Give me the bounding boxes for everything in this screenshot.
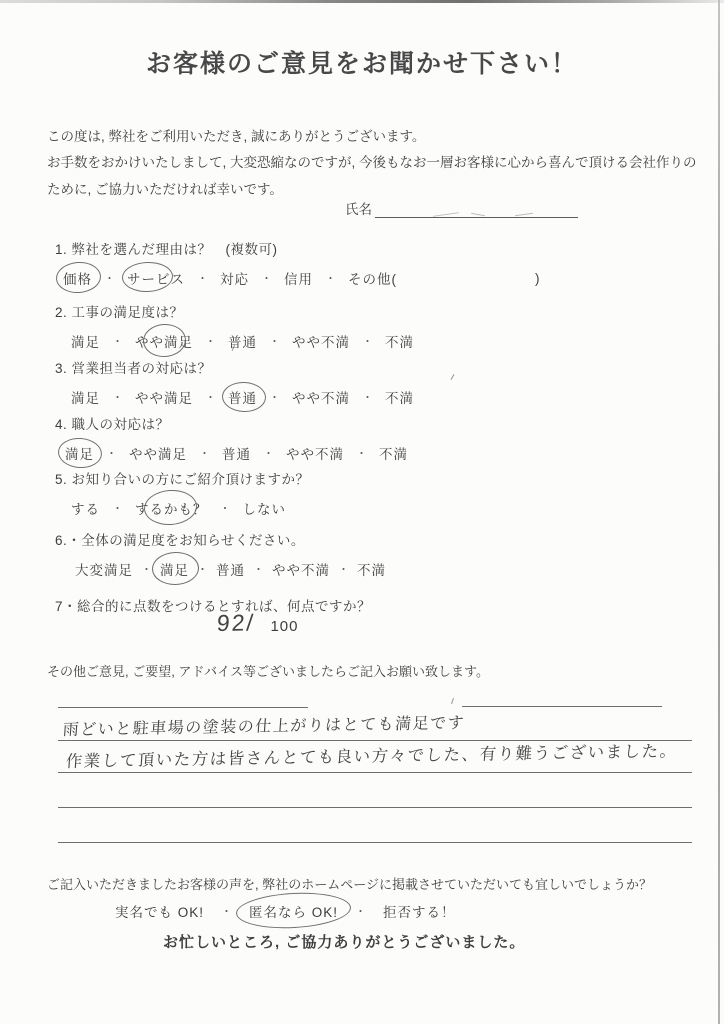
question-1-note: (複数可): [225, 242, 278, 257]
intro-line-3: ために, ご協力いただければ幸いです。: [47, 181, 283, 197]
option-somewhat-dissatisfied: やや不満: [272, 563, 330, 578]
question-1-text: 1. 弊社を選んだ理由は？ (複数可): [55, 242, 278, 257]
option-dissatisfied: 不満: [385, 391, 414, 406]
ruled-line: [58, 842, 692, 843]
question-1: [55, 238, 540, 288]
name-label: 氏名: [345, 202, 372, 217]
publish-consent-prompt: ご記入いただきましたお客様の声を, 弊社のホームページに掲載させていただいても宜しいでしょうか？: [47, 877, 652, 892]
question-6-options: 大変満足 ・ 満足 ・ 普通 ・ やや不満 ・ 不満: [55, 559, 386, 579]
ruled-line: [462, 706, 662, 707]
option-other: その他(: [348, 272, 397, 287]
option-service: サービス: [127, 268, 185, 288]
option-somewhat-satisfied: やや満足: [135, 331, 193, 351]
name-blank-line: [375, 201, 578, 218]
scan-top-edge: [0, 0, 724, 3]
ruled-line: [58, 772, 692, 773]
option-anonymous-ok: 匿名なら OK!: [249, 901, 338, 921]
option-wont-refer: しない: [242, 502, 286, 517]
footer-thanks: お忙しいところ, ご協力ありがとうございました。: [163, 934, 526, 951]
question-2-text: 2. 工事の満足度は？: [55, 305, 184, 320]
question-7-text: 7・総合的に点数をつけるとすれば、何点ですか？: [55, 599, 372, 614]
question-3-options: 満足 ・ やや満足 ・ 普通 ・ やや不満 ・ 不満: [55, 387, 414, 407]
question-6: [55, 529, 386, 579]
option-dissatisfied: 不満: [357, 563, 386, 578]
option-somewhat-dissatisfied: やや不満: [292, 335, 350, 350]
ruled-line: [58, 807, 692, 808]
option-price: 価格: [63, 268, 92, 288]
option-normal: 普通: [222, 447, 251, 462]
question-4-options: 満足 ・ やや満足 ・ 普通 ・ やや不満 ・ 不満: [55, 443, 408, 463]
option-normal: 普通: [228, 335, 257, 350]
pen-tick: [451, 374, 455, 380]
question-2-options: 満足 ・ やや満足 ・ 普通 ・ やや不満 ・ 不満: [55, 331, 414, 351]
option-real-name-ok: 実名でも OK!: [115, 905, 205, 920]
option-response: 対応: [220, 272, 249, 287]
option-dissatisfied: 不満: [379, 447, 408, 462]
option-normal: 普通: [216, 563, 245, 578]
intro-line-1: この度は, 弊社をご利用いただき, 誠にありがとうございます。: [47, 129, 426, 144]
option-satisfied: 満足: [160, 559, 189, 579]
overall-score: [216, 610, 298, 637]
question-4: [55, 413, 408, 463]
name-field-row: [345, 198, 578, 218]
question-7: [55, 595, 371, 615]
question-5-text: 5. お知り合いの方にご紹介頂けますか？: [55, 472, 310, 487]
intro-line-2: お手数をおかけいたしまして, 大変恐縮なのですが, 今後もなお一層お客様に心から喜んで頂ける会社作りの: [47, 155, 697, 171]
question-6-text: 6.・全体の満足度をお知らせください。: [55, 533, 305, 548]
option-very-satisfied: 大変満足: [75, 563, 133, 578]
option-dissatisfied: 不満: [385, 335, 414, 350]
option-will-refer: する: [71, 502, 100, 517]
handwritten-comment-1: 雨どいと駐車場の塗装の仕上がりはとても満足です: [62, 714, 466, 739]
option-satisfied: 満足: [71, 391, 100, 406]
option-other-close-paren: ): [535, 270, 540, 286]
question-4-text: 4. 職人の対応は？: [55, 417, 170, 432]
option-maybe-refer: するかも？: [135, 498, 208, 518]
question-5-options: する ・ するかも？ ・ しない: [55, 498, 310, 518]
option-somewhat-dissatisfied: やや不満: [286, 447, 344, 462]
pen-tick: [451, 698, 454, 704]
score-denominator: 100: [270, 618, 299, 635]
question-5: [55, 468, 310, 518]
comments-prompt: その他ご意見, ご要望, アドバイス等ございましたらご記入お願い致します。: [47, 664, 490, 679]
option-normal: 普通: [228, 387, 257, 407]
ruled-line: [58, 707, 308, 708]
publish-consent-options: 実名でも OK! ・ 匿名なら OK! ・ 拒否する！: [115, 901, 456, 921]
option-satisfied: 満足: [71, 335, 100, 350]
option-somewhat-dissatisfied: やや不満: [292, 391, 350, 406]
handwritten-score: 92/: [216, 609, 256, 636]
option-refuse: 拒否する！: [383, 905, 456, 920]
question-3-text: 3. 営業担当者の対応は？: [55, 361, 212, 376]
option-somewhat-satisfied: やや満足: [135, 391, 193, 406]
scan-right-edge: [718, 0, 720, 1024]
option-somewhat-satisfied: やや満足: [129, 447, 187, 462]
page-title: お客様のご意見をお聞かせ下さい！: [145, 50, 578, 78]
option-satisfied: 満足: [65, 443, 94, 463]
question-3: [55, 357, 414, 407]
handwritten-comment-2: 作業して頂いた方は皆さんとても良い方々でした、有り難うございました。: [65, 742, 679, 771]
option-trust: 信用: [284, 272, 313, 287]
intro-paragraph: [47, 124, 697, 203]
question-1-options: 価格 ・ サービス ・ 対応 ・ 信用 ・ その他( ): [55, 268, 540, 288]
